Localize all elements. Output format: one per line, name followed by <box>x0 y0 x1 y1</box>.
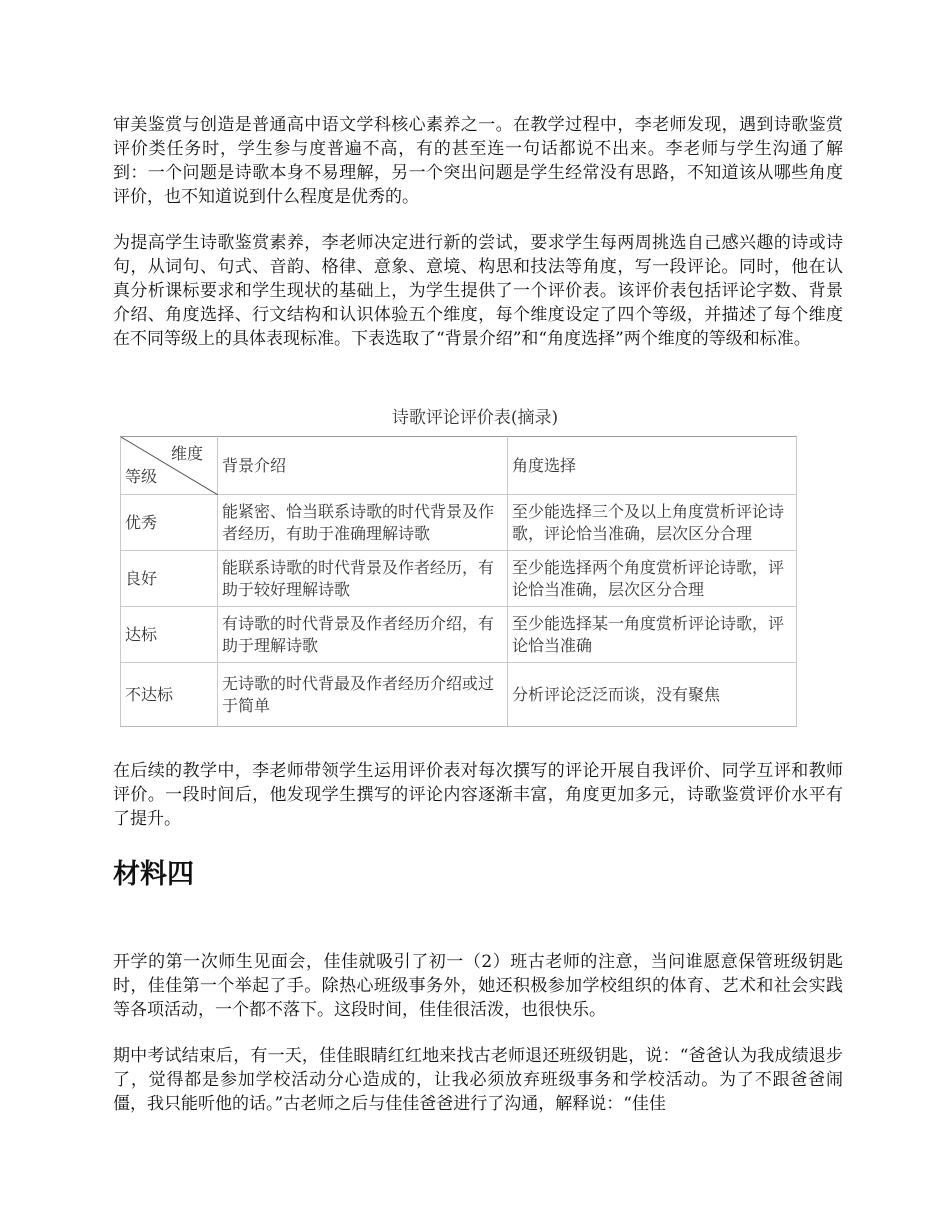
header-angle: 角度选择 <box>508 437 797 495</box>
table-header-row <box>121 437 797 495</box>
paragraph-jiajia-intro: 开学的第一次师生见面会，佳佳就吸引了初一（2）班古老师的注意，当问谁愿意保管班级钥匙时，佳佳第一个举起了手。除热心班级事务外，她还积极参加学校组织的体育、艺术和社会实践等各项活动，一个都不落下。这段时间，佳佳很活泼，也很快乐。 <box>113 952 843 1020</box>
grade-cell: 达标 <box>121 607 218 663</box>
table-row <box>121 495 797 551</box>
grade-cell: 不达标 <box>121 663 218 727</box>
background-cell: 能联系诗歌的时代背景及作者经历，有助于较好理解诗歌 <box>218 551 508 607</box>
paragraph-jiajia-exam: 期中考试结束后，有一天，佳佳眼睛红红地来找古老师退还班级钥匙，说：“爸爸认为我成绩退步了，觉得都是参加学校活动分心造成的，让我必须放弃班级事务和学校活动。为了不跟爸爸闹僵，我只能听他的话。”古老师之后与佳佳爸爸进行了沟通，解释说：“佳佳 <box>113 1046 843 1114</box>
grade-cell: 优秀 <box>121 495 218 551</box>
section-heading: 材料四 <box>113 859 194 890</box>
table-row <box>121 551 797 607</box>
header-background: 背景介绍 <box>218 437 508 495</box>
dimension-label: 维度 <box>170 444 203 463</box>
paragraph-outcome: 在后续的教学中，李老师带领学生运用评价表对每次撰写的评论开展自我评价、同学互评和教师评价。一段时间后，他发现学生撰写的评论内容逐渐丰富，角度更加多元，诗歌鉴赏评价水平有了提升。 <box>113 761 843 829</box>
table-title: 诗歌评论评价表(摘录) <box>391 408 559 428</box>
angle-cell: 至少能选择某一角度赏析评论诗歌，评论恰当准确 <box>508 607 797 663</box>
table-row <box>121 663 797 727</box>
rubric-table <box>120 436 797 727</box>
paragraph-evaluation-plan: 为提高学生诗歌鉴赏素养，李老师决定进行新的尝试，要求学生每两周挑选自己感兴趣的诗或诗句，从词句、句式、音韵、格律、意象、意境、构思和技法等角度，写一段评论。同时，他在认真分析课标要求和学生现状的基础上，为学生提供了一个评价表。该评价表包括评论字数、背景介绍、角度选择、行文结构和认识体验五个维度，每个维度设定了四个等级，并描述了每个维度在不同等级上的具体表现标准。下表选取了“背景介绍”和“角度选择”两个维度的等级和标准。 <box>113 233 843 349</box>
background-cell: 无诗歌的时代背最及作者经历介绍或过于简单 <box>218 663 508 727</box>
grade-cell: 良好 <box>121 551 218 607</box>
background-cell: 能紧密、恰当联系诗歌的时代背景及作者经历，有助于准确理解诗歌 <box>218 495 508 551</box>
angle-cell: 至少能选择三个及以上角度赏析评论诗歌，评论恰当准确，层次区分合理 <box>508 495 797 551</box>
diagonal-header-cell <box>121 437 218 495</box>
background-cell: 有诗歌的时代背景及作者经历介绍，有助于理解诗歌 <box>218 607 508 663</box>
table-row <box>121 607 797 663</box>
angle-cell: 分析评论泛泛而谈，没有聚焦 <box>508 663 797 727</box>
grade-label: 等级 <box>125 467 158 486</box>
paragraph-intro: 审美鉴赏与创造是普通高中语文学科核心素养之一。在教学过程中，李老师发现，遇到诗歌鉴赏评价类任务时，学生参与度普遍不高，有的甚至连一句话都说不出来。李老师与学生沟通了解到：一个问题是诗歌本身不易理解，另一个突出问题是学生经常没有思路，不知道该从哪些角度评价，也不知道说到什么程度是优秀的。 <box>113 115 843 207</box>
angle-cell: 至少能选择两个角度赏析评论诗歌，评论恰当准确，层次区分合理 <box>508 551 797 607</box>
